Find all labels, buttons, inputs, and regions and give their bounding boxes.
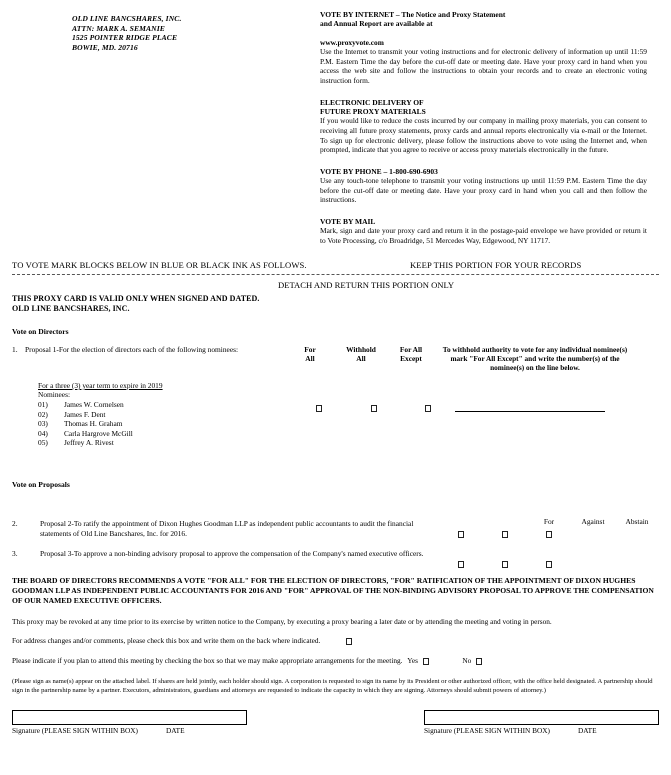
col-against: Against [581, 516, 605, 526]
date-label: DATE [577, 725, 597, 735]
col-for-all-line1: For [304, 344, 316, 354]
vote-by-internet-heading: VOTE BY INTERNET – The Notice and Proxy Statement [320, 10, 506, 19]
electronic-delivery-section [320, 98, 647, 155]
nominee-row [38, 438, 659, 448]
for-all-except-instruction: To withhold authority to vote for any individual nominee(s) mark "For All Except" and write the number(s) of the nominee(s) on the line below. [442, 344, 628, 373]
checkbox-proposal-2-for[interactable] [458, 531, 464, 538]
proposal-row [12, 549, 659, 559]
nominee-name: James W. Cornelsen [64, 399, 124, 409]
mailing-address-block [12, 10, 312, 246]
col-for-all-line2: All [305, 353, 315, 363]
col-for-all-except-line2: Except [400, 353, 422, 363]
nominees-list [12, 381, 659, 448]
nominee-index: 01) [38, 399, 48, 409]
address-change-note: For address changes and/or comments, please check this box and write them on the back where indicated. [12, 636, 321, 646]
nominee-row [38, 400, 659, 410]
checkbox-for-all-except[interactable] [425, 405, 431, 412]
nominee-name: Thomas H. Graham [64, 419, 123, 429]
nominee-row [38, 429, 659, 439]
proposals-block [0, 516, 671, 559]
checkbox-proposal-3-for[interactable] [458, 561, 464, 568]
proposal-1-text: Proposal 1-For the election of directors each of the following nominees: [25, 344, 239, 354]
address-change-row [0, 636, 671, 646]
address-line: OLD LINE BANCSHARES, INC. [72, 14, 182, 23]
address-line: BOWIE, MD. 20716 [72, 42, 138, 52]
proposal-2-number: 2. [12, 518, 18, 528]
signature-section [0, 710, 671, 735]
electronic-delivery-heading-line2: FUTURE PROXY MATERIALS [320, 107, 426, 116]
signature-box[interactable] [12, 710, 247, 725]
vote-by-phone-body: Use any touch-tone telephone to transmit your voting instructions up until 11:59 P.M. Eastern Time the day before the cut-off date or meeting date. Have your proxy card in hand when you call and then follow the instructions. [320, 176, 647, 205]
vote-by-internet-section [320, 10, 647, 86]
proposal-1-number: 1. [12, 344, 18, 354]
signature-unit [12, 710, 247, 735]
company-name: OLD LINE BANCSHARES, INC. [12, 303, 130, 313]
proposal-3-text: Proposal 3-To approve a non-binding advisory proposal to approve the compensation of the Company's named executive officers. [40, 548, 424, 558]
vote-by-mail-heading: VOTE BY MAIL [320, 216, 376, 226]
nominee-name: James F. Dent [64, 409, 106, 419]
address-line: ATTN: MARK A. SEMANIE [72, 23, 165, 33]
checkbox-withhold-all[interactable] [371, 405, 377, 412]
attend-no-label: No [462, 655, 472, 665]
proposal-row [12, 516, 659, 540]
tear-line [12, 274, 659, 275]
signature-label: Signature (PLEASE SIGN WITHIN BOX) [12, 725, 138, 735]
checkbox-for-all[interactable] [316, 405, 322, 412]
vote-by-internet-heading-line2: and Annual Report are available at [320, 19, 433, 29]
director-vote-column-headers [287, 345, 633, 373]
attend-yes-label: Yes [407, 655, 418, 665]
col-withhold-all-line1: Withhold [346, 344, 376, 354]
attendance-note: Please indicate if you plan to attend this meeting by checking the box so that we may make appropriate arrangements for the meeting. [12, 655, 403, 665]
col-for-all-except-line1: For All [399, 344, 423, 354]
checkbox-address-change[interactable] [346, 638, 352, 645]
date-label: DATE [165, 725, 185, 735]
signature-box[interactable] [424, 710, 659, 725]
col-abstain: Abstain [625, 516, 649, 526]
director-term-note: For a three (3) year term to expire in 2019 [38, 380, 163, 390]
checkbox-attend-yes[interactable] [423, 658, 429, 665]
nominee-index: 02) [38, 409, 48, 419]
checkbox-proposal-2-against[interactable] [502, 531, 508, 538]
revocation-note: This proxy may be revoked at any time prior to its exercise by written notice to the Company, by executing a proxy bearing a later date or by attending the meeting and voting in person. [12, 616, 552, 626]
detach-return-note: DETACH AND RETURN THIS PORTION ONLY [278, 279, 455, 290]
signature-unit [424, 710, 659, 735]
detach-band [0, 260, 671, 270]
attendance-row [0, 656, 671, 666]
address-line: 1525 POINTER RIDGE PLACE [72, 33, 178, 43]
checkbox-proposal-3-abstain[interactable] [546, 561, 552, 568]
proxyvote-url[interactable]: www.proxyvote.com [320, 37, 384, 47]
checkbox-attend-no[interactable] [476, 658, 482, 665]
signature-label: Signature (PLEASE SIGN WITHIN BOX) [424, 725, 550, 735]
except-nominee-numbers-input[interactable] [455, 411, 605, 412]
nominee-index: 03) [38, 419, 48, 429]
col-for: For [543, 516, 555, 526]
vote-on-proposals-title: Vote on Proposals [12, 479, 70, 489]
proxy-valid-note: THIS PROXY CARD IS VALID ONLY WHEN SIGNED AND DATED. [12, 293, 260, 303]
vote-by-internet-body: Use the Internet to transmit your voting instructions and for electronic delivery of information up until 11:59 P.M. Eastern Time the day before the cut-off date or meeting date. Have your proxy card in hand when you access the web site and follow the instructions to obtain your records and to create an electronic voting instruction form. [320, 47, 647, 85]
nominee-name: Carla Hargrove McGill [64, 428, 133, 438]
proposal-1-block [0, 345, 671, 448]
nominee-row [38, 419, 659, 429]
keep-portion-note: KEEP THIS PORTION FOR YOUR RECORDS [410, 259, 582, 270]
signing-legal-note: (Please sign as name(s) appear on the attached label. If shares are held jointly, each holder should sign. A corporation is requested to sign its name by its President or other authorized officer, with the office held designated. A partnership should sign in the partnership name by a partner. Executors, administrators, guardians and attorneys are requested to indicate the capacity in which they are signing. Attorneys should submit powers of attorney.) [12, 678, 653, 694]
nominee-name: Jeffrey A. Rivest [64, 438, 114, 448]
vote-on-directors-title: Vote on Directors [12, 326, 69, 336]
electronic-delivery-body: If you would like to reduce the costs incurred by our company in mailing proxy materials, you can consent to receiving all future proxy statements, proxy cards and annual reports electronically via e-mail or the Internet. To sign up for electronic delivery, please follow the instructions above to vote using the Internet and, when prompted, indicate that you agree to receive or access proxy materials electronically in the future. [320, 116, 647, 155]
proposal-2-text: Proposal 2-To ratify the appointment of Dixon Hughes Goodman LLP as independent public accountants to audit the financial statements of Old Line Bancshares, Inc. for 2016. [40, 518, 414, 539]
mark-blocks-instruction: TO VOTE MARK BLOCKS BELOW IN BLUE OR BLACK INK AS FOLLOWS. [12, 259, 307, 270]
nominee-index: 04) [38, 428, 48, 438]
vote-by-mail-body: Mark, sign and date your proxy card and return it in the postage-paid envelope we have provided or return it to Vote Processing, c/o Broadridge, 51 Mercedes Way, Edgewood, NY 11717. [320, 226, 647, 245]
proposal-3-number: 3. [12, 548, 18, 558]
vote-by-phone-heading: VOTE BY PHONE – 1-800-690-6903 [320, 166, 438, 176]
electronic-delivery-heading: ELECTRONIC DELIVERY OF [320, 97, 424, 107]
top-section [0, 0, 671, 246]
vote-by-mail-section [320, 217, 647, 246]
nominee-index: 05) [38, 438, 48, 448]
checkbox-proposal-2-abstain[interactable] [546, 531, 552, 538]
nominees-label: Nominees: [38, 390, 71, 400]
board-recommendation: THE BOARD OF DIRECTORS RECOMMENDS A VOTE "FOR ALL" FOR THE ELECTION OF DIRECTORS, "FOR" RATIFICATION OF THE APPOINTMENT OF DIXON HUGHES GOODMAN LLP AS INDEPENDENT PUBLIC ACCOUNTANTS FOR 2016 AND "FOR" APPROVAL OF THE NON-BINDING ADVISORY PROPOSAL TO APPROVE THE COMPENSATION OF OUR NAMED EXECUTIVE OFFICERS. [12, 576, 654, 605]
voting-methods-block [312, 10, 647, 246]
checkbox-proposal-3-against[interactable] [502, 561, 508, 568]
vote-by-phone-section [320, 167, 647, 205]
col-withhold-all-line2: All [356, 353, 366, 363]
